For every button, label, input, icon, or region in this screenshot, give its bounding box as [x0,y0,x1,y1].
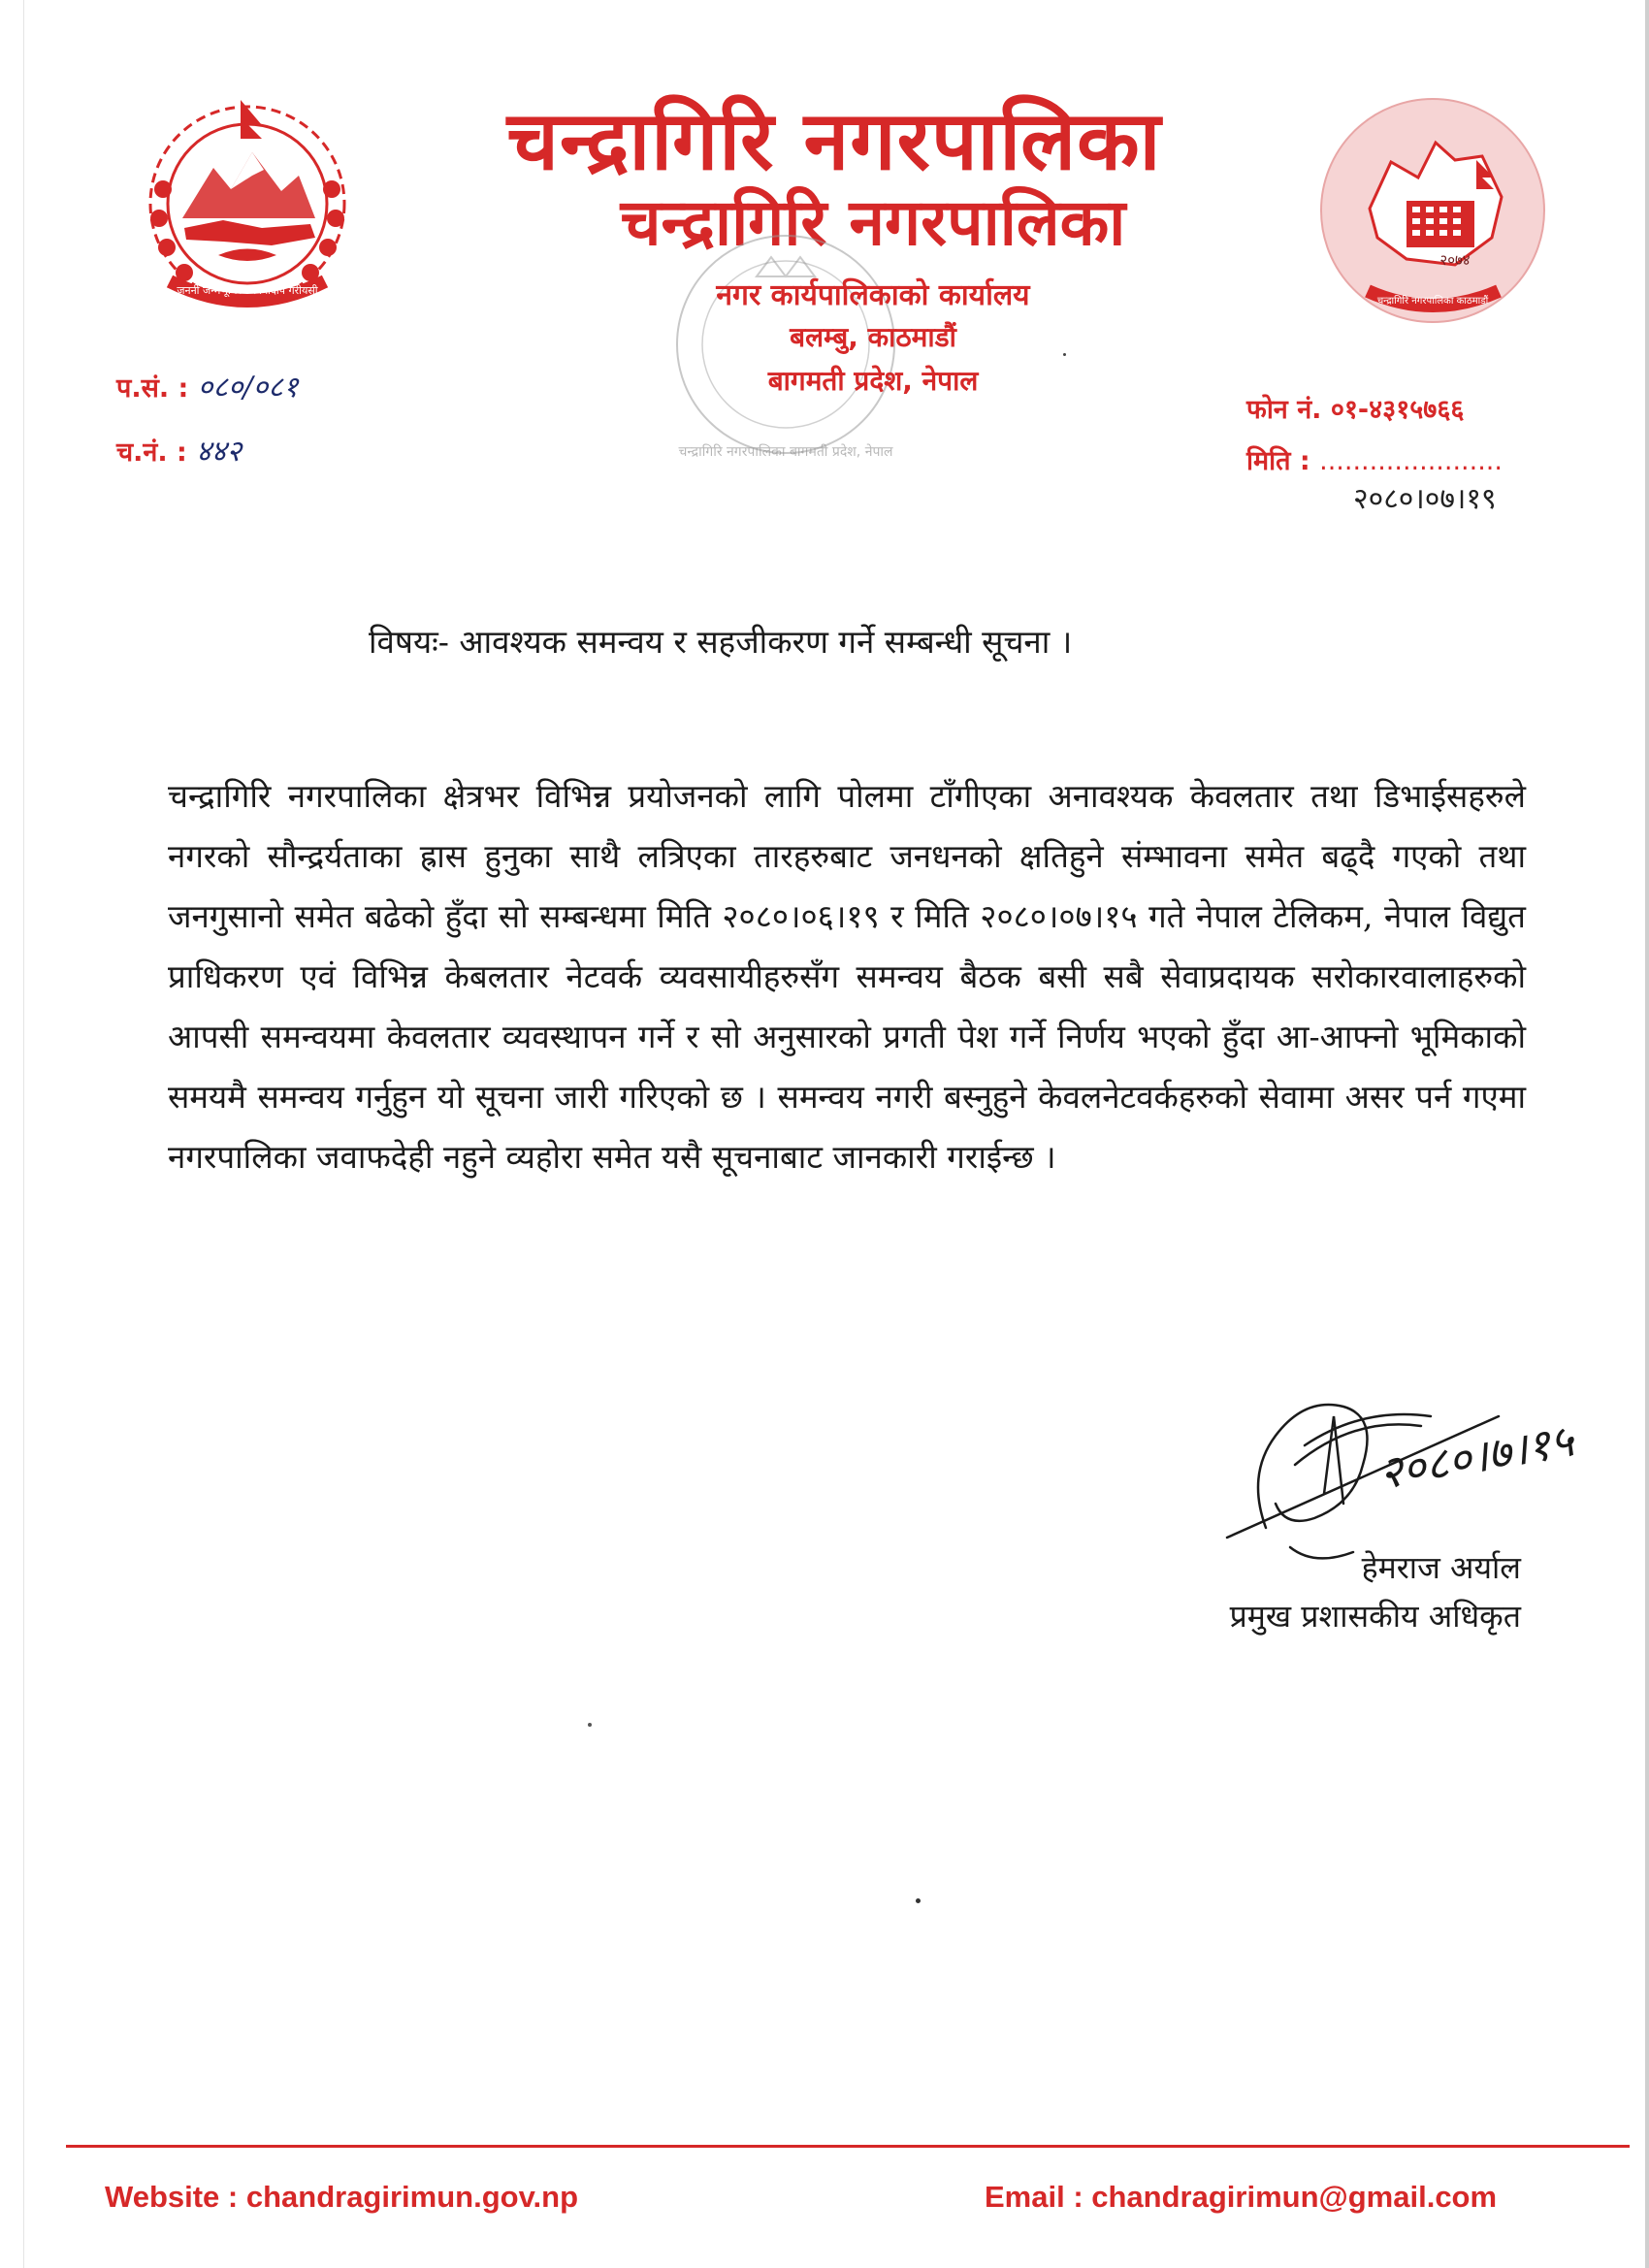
phone-label: फोन नं. [1246,395,1322,425]
letter-subject: विषयः- आवश्यक समन्वय र सहजीकरण गर्ने सम्बन्धी सूचना । [369,623,1073,661]
reference-number [116,371,298,406]
letter-body: चन्द्रागिरि नगरपालिका क्षेत्रभर विभिन्न प्रयोजनको लागि पोलमा टाँगीएका अनावश्यक केवलतार तथा डिभाईसहरुले नगरको सौन्द्रर्यताका ह्रास हुनुका साथै लत्रिएका तारहरुबाट जनधनको क्षतिहुने संम्भावना समेत बढ्दै गएको तथा जनगुसानो समेत बढेको हुँदा सो सम्बन्धमा मिति २०८०।०६।१९ र मिति २०८०।०७।१५ गते नेपाल टेलिकम, नेपाल विद्युत प्राधिकरण एवं विभिन्न केबलतार नेटवर्क व्यवसायीहरुसँग समन्वय बैठक बसी सबै सेवाप्रदायक सरोकारवालाहरुको आपसी समन्वयमा केवलतार व्यवस्थापन गर्ने र सो अनुसारको प्रगती पेश गर्ने निर्णय भएको हुँदा आ-आफ्नो भूमिकाको समयमै समन्वय गर्नुहुन यो सूचना जारी गरिएको छ । समन्वय नगरी बस्नुहुने केवलनेटवर्कहरुको सेवामा असर पर्न गएमा नगरपालिका जवाफदेही नहुने व्यहोरा समेत यसै सूचनाबाट जानकारी गराईन्छ । [168,777,1526,1176]
scan-speck [588,1723,592,1727]
logo-year: २०७४ [1439,251,1471,269]
footer-email: Email : chandragirimun@gmail.com [985,2180,1498,2214]
phone-value: ०१-४३१५७६६ [1330,395,1465,425]
signatory-name: हेमराज अर्याल [1361,1549,1521,1586]
dispatch-number-value: ४४२ [196,435,242,469]
scan-edge-right [1645,0,1649,2268]
nepal-emblem-logo [116,82,378,320]
scan-speck [916,1898,921,1903]
date-dots: ...................... [1319,446,1503,476]
municipality-title: चन्द्रागिरि नगरपालिका [506,93,1162,188]
date-field [1246,444,1503,479]
stamp-text: चन्द्रागिरि नगरपालिका बागमती प्रदेश, नेपाल [678,444,893,460]
signature-date: २०८०।७।१५ [1374,1413,1578,1500]
footer-website: Website : chandragirimun.gov.np [105,2180,579,2214]
office-state: बागमती प्रदेश, नेपाल [767,365,979,397]
municipality-title-secondary: चन्द्रागिरि नगरपालिका [620,185,1126,260]
reference-number-label: प.सं. : [116,373,189,404]
date-label: मिति : [1246,446,1310,476]
municipality-logo [1310,92,1557,330]
dispatch-number-label: च.नं. : [116,437,187,468]
dispatch-number [116,435,242,470]
emblem-caption: जननी जन्मभूमिश्च स्वर्गादपि गरीयसी [177,284,318,297]
signatory-title: प्रमुख प्रशासकीय अधिकृत [1229,1598,1521,1635]
scan-speck [1063,353,1066,356]
reference-number-value: ०८०/०८१ [197,371,299,405]
office-name: नगर कार्यपालिकाको कार्यालय [716,278,1030,312]
phone-number [1246,393,1464,428]
office-address: बलम्बु, काठमाडौं [790,321,956,353]
date-value: २०८०।०७।१९ [1353,482,1497,516]
scan-edge-left [23,0,24,2268]
logo-caption: चन्द्रागिरि नगरपालिका काठमाडौं [1376,296,1489,307]
footer-divider [66,2145,1630,2148]
handwritten-signature [1208,1358,1586,1571]
